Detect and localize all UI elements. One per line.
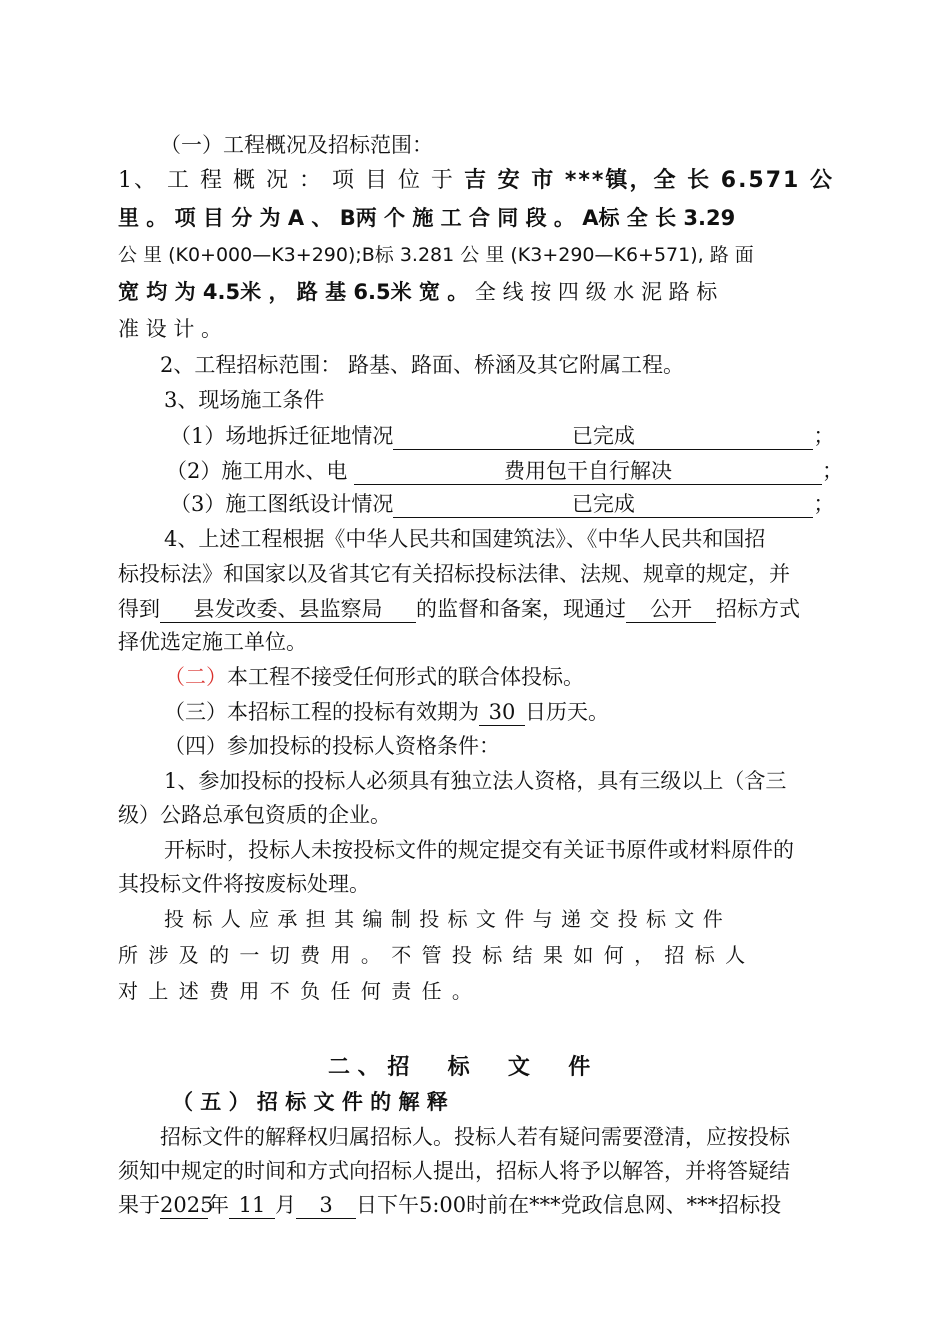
law-text: 的监督和备案，现通过 xyxy=(416,597,626,621)
overview-line4 xyxy=(118,277,717,307)
law-line1: 4、上述工程根据《中华人民共和国建筑法》、《中华人民共和国招 xyxy=(164,527,766,551)
date-text: 果于 xyxy=(118,1193,160,1217)
law-line4: 择优选定施工单位。 xyxy=(118,630,307,654)
section2-prefix: （二） xyxy=(164,665,227,689)
overview-location: 吉 安 市 ***镇 xyxy=(463,168,630,193)
date-text: 月 xyxy=(275,1193,296,1217)
condition-value: 已完成 xyxy=(393,489,813,518)
section1-title: （一）工程概况及招标范围： xyxy=(160,133,433,157)
condition-value: 费用包干自行解决 xyxy=(354,456,822,485)
section4-para3-line2: 所 涉 及 的 一 切 费 用 。 不 管 投 标 结 果 如 何 ， 招 标 人 xyxy=(118,943,748,967)
section4-para3-line3: 对 上 述 费 用 不 负 任 何 责 任 。 xyxy=(118,979,474,1003)
section2-text: 本工程不接受任何形式的联合体投标。 xyxy=(227,665,584,689)
date-text: 日下午5:00时前在***党政信息网、***招标投 xyxy=(356,1193,782,1217)
overview-length: ，全 长 6.571 公 xyxy=(629,168,835,193)
overview-label: 1、 工 程 概 况 ： 项 目 位 于 xyxy=(118,168,455,193)
chapter2-heading: 二 、 招 标 文 件 xyxy=(328,1055,591,1080)
overview-line2: 里 。 项 目 分 为 A 、 B两 个 施 工 合 同 段 。 A标 全 长 3.29 xyxy=(118,206,736,230)
condition-label: （3）施工图纸设计情况 xyxy=(170,492,394,516)
date-day: 3 xyxy=(296,1190,356,1219)
law-text: 招标方式 xyxy=(716,597,800,621)
condition-end: ； xyxy=(813,492,835,516)
law-supervisor-blank: 县发改委、县监察局 xyxy=(160,594,416,623)
condition-value: 已完成 xyxy=(393,421,813,450)
section4-item1-line2: 级）公路总承包资质的企业。 xyxy=(118,803,391,827)
section4-para2-line2: 其投标文件将按废标处理。 xyxy=(118,872,370,896)
overview-line3: 公 里 (K0+000—K3+290);B标 3.281 公 里 (K3+290—K6+571), 路 面 xyxy=(118,244,754,266)
overview-line1 xyxy=(118,166,834,196)
section4-item1-line1: 1、参加投标的投标人必须具有独立法人资格，具有三级以上（含三 xyxy=(164,769,787,793)
date-month: 11 xyxy=(229,1190,275,1219)
section3-text: （三）本招标工程的投标有效期为 xyxy=(164,700,479,724)
overview-line4-rest: 全 线 按 四 级 水 泥 路 标 xyxy=(474,280,718,304)
condition-row xyxy=(170,489,834,519)
law-text: 得到 xyxy=(118,597,160,621)
condition-label: （1）场地拆迁征地情况 xyxy=(170,424,394,448)
chapter2-line2: 须知中规定的时间和方式向招标人提出，招标人将予以解答，并将答疑结 xyxy=(118,1159,790,1183)
conditions-title: 3、现场施工条件 xyxy=(164,388,325,412)
condition-end: ； xyxy=(822,459,844,483)
condition-row xyxy=(170,421,834,451)
chapter2-line3 xyxy=(118,1190,781,1220)
section2 xyxy=(164,662,584,692)
validity-days: 30 xyxy=(479,697,525,726)
section4-title: （四）参加投标的投标人资格条件： xyxy=(164,734,500,758)
scope: 2、工程招标范围： 路基、路面、桥涵及其它附属工程。 xyxy=(160,353,685,377)
chapter2-line1: 招标文件的解释权归属招标人。投标人若有疑问需要澄清，应按投标 xyxy=(160,1125,790,1149)
section4-para2-line1: 开标时，投标人未按投标文件的规定提交有关证书原件或材料原件的 xyxy=(164,838,794,862)
section3 xyxy=(164,697,609,727)
law-line2: 标投标法》和国家以及省其它有关招标投标法律、法规、规章的规定，并 xyxy=(118,562,790,586)
section4-para3-line1: 投 标 人 应 承 担 其 编 制 投 标 文 件 与 递 交 投 标 文 件 xyxy=(164,907,724,931)
condition-label: （2）施工用水、电 xyxy=(166,459,355,483)
overview-line5: 准 设 计 。 xyxy=(118,317,223,341)
overview-line4-bold: 宽 均 为 4.5米 ， 路 基 6.5米 宽 。 xyxy=(118,280,469,304)
section3-text: 日历天。 xyxy=(525,700,609,724)
law-method-blank: 公开 xyxy=(626,594,716,623)
law-line3 xyxy=(118,594,800,624)
condition-row xyxy=(166,456,843,486)
date-year: 2025 xyxy=(160,1190,208,1219)
condition-end: ； xyxy=(813,424,835,448)
date-text: 年 xyxy=(208,1193,229,1217)
chapter2-subheading: （ 五 ） 招 标 文 件 的 解 释 xyxy=(172,1090,448,1114)
